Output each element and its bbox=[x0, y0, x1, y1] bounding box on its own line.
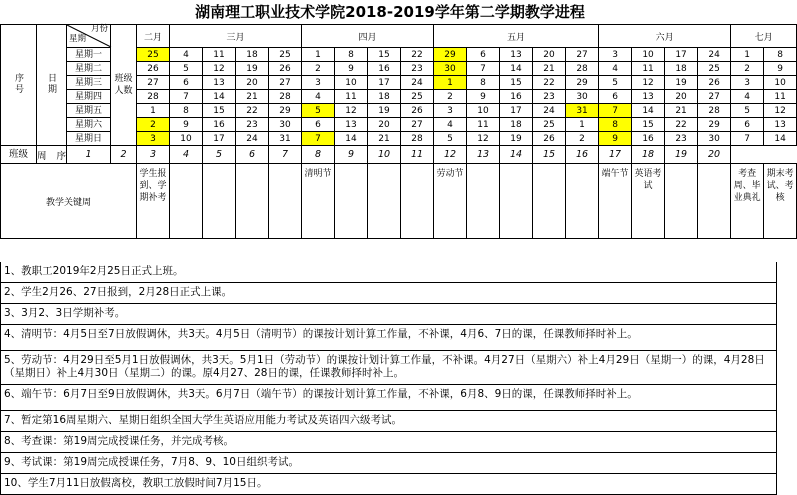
week-label: 周序 bbox=[37, 146, 67, 164]
event-cell: 考查周、毕业典礼 bbox=[731, 164, 764, 239]
note-item: 7、暂定第16周星期六、星期日组织全国大学生英语应用能力考试及英语四六级考试。 bbox=[0, 411, 777, 432]
date-cell: 9 bbox=[764, 62, 797, 76]
date-cell: 21 bbox=[368, 132, 401, 146]
date-cell: 28 bbox=[269, 90, 302, 104]
date-cell: 28 bbox=[401, 132, 434, 146]
weekday-label: 星期日 bbox=[67, 132, 111, 146]
date-cell: 25 bbox=[401, 90, 434, 104]
event-cell: 英语考试 bbox=[632, 164, 665, 239]
note-item: 5、劳动节：4月29日至5月1日放假调休，共3天。5月1日（劳动节）的课按计划计算工作量，不补课。4月27日（星期六）补上4月29日（星期一）的课，4月28日（星期日）补上4月30日（星期二）的课。原4月27、28日的课，任课教师择时补上。 bbox=[0, 351, 777, 385]
month-feb: 二月 bbox=[137, 25, 170, 48]
date-cell: 2 bbox=[434, 90, 467, 104]
week-number: 10 bbox=[368, 146, 401, 164]
date-cell: 1 bbox=[566, 118, 599, 132]
date-cell: 1 bbox=[302, 48, 335, 62]
date-cell: 24 bbox=[698, 48, 731, 62]
date-cell: 26 bbox=[269, 62, 302, 76]
date-cell: 9 bbox=[335, 62, 368, 76]
date-cell: 18 bbox=[236, 48, 269, 62]
date-cell: 30 bbox=[566, 90, 599, 104]
date-cell: 29 bbox=[269, 104, 302, 118]
schedule-table bbox=[0, 24, 797, 239]
date-cell: 4 bbox=[170, 48, 203, 62]
event-cell bbox=[566, 164, 599, 239]
weekday-label: 星期六 bbox=[67, 118, 111, 132]
date-cell: 6 bbox=[170, 76, 203, 90]
date-cell: 14 bbox=[632, 104, 665, 118]
date-cell: 24 bbox=[533, 104, 566, 118]
date-cell: 18 bbox=[665, 62, 698, 76]
note-item: 10、学生7月11日放假离校，教职工放假时间7月15日。 bbox=[0, 474, 777, 495]
date-cell: 17 bbox=[665, 48, 698, 62]
date-cell: 13 bbox=[632, 90, 665, 104]
week-number-row bbox=[1, 146, 797, 164]
date-cell: 26 bbox=[533, 132, 566, 146]
date-cell: 31 bbox=[269, 132, 302, 146]
date-cell: 23 bbox=[665, 132, 698, 146]
date-cell: 21 bbox=[533, 62, 566, 76]
note-item: 6、端午节：6月7日至9日放假调休，共3天。6月7日（端午节）的课按计划计算工作量，不补课，6月8、9日的课，任课教师择时补上。 bbox=[0, 385, 777, 411]
date-cell: 14 bbox=[500, 62, 533, 76]
date-cell: 24 bbox=[236, 132, 269, 146]
month-apr: 四月 bbox=[302, 25, 434, 48]
date-cell: 25 bbox=[533, 118, 566, 132]
date-cell: 19 bbox=[500, 132, 533, 146]
date-cell: 5 bbox=[434, 132, 467, 146]
week-number: 6 bbox=[236, 146, 269, 164]
month-jul: 七月 bbox=[731, 25, 797, 48]
event-cell: 学生报到、学期补考 bbox=[137, 164, 170, 239]
date-cell: 1 bbox=[137, 104, 170, 118]
date-cell: 16 bbox=[368, 62, 401, 76]
date-cell: 17 bbox=[203, 132, 236, 146]
event-cell bbox=[236, 164, 269, 239]
date-cell: 1 bbox=[731, 48, 764, 62]
date-cell: 2 bbox=[731, 62, 764, 76]
date-cell: 23 bbox=[533, 90, 566, 104]
date-cell: 23 bbox=[236, 118, 269, 132]
page-title: 湖南理工职业技术学院2018-2019学年第二学期教学进程 bbox=[195, 3, 585, 21]
date-cell: 27 bbox=[401, 118, 434, 132]
date-cell: 7 bbox=[599, 104, 632, 118]
date-cell: 10 bbox=[335, 76, 368, 90]
date-cell: 26 bbox=[137, 62, 170, 76]
notes-list bbox=[0, 262, 777, 495]
date-cell: 10 bbox=[170, 132, 203, 146]
date-cell: 15 bbox=[368, 48, 401, 62]
date-cell: 13 bbox=[335, 118, 368, 132]
event-cell bbox=[335, 164, 368, 239]
date-cell: 20 bbox=[368, 118, 401, 132]
date-cell: 4 bbox=[302, 90, 335, 104]
date-cell: 17 bbox=[368, 76, 401, 90]
seq-header: 序号 bbox=[1, 25, 37, 146]
date-cell: 2 bbox=[566, 132, 599, 146]
weekday-label: 星期三 bbox=[67, 76, 111, 90]
week-number: 7 bbox=[269, 146, 302, 164]
date-cell: 27 bbox=[269, 76, 302, 90]
month-weekday-header bbox=[67, 25, 111, 48]
month-jun: 六月 bbox=[599, 25, 731, 48]
date-cell: 11 bbox=[632, 62, 665, 76]
date-cell: 11 bbox=[335, 90, 368, 104]
date-cell: 10 bbox=[632, 48, 665, 62]
date-cell: 15 bbox=[500, 76, 533, 90]
date-cell: 6 bbox=[467, 48, 500, 62]
week-number: 17 bbox=[599, 146, 632, 164]
date-cell: 1 bbox=[434, 76, 467, 90]
date-cell: 3 bbox=[434, 104, 467, 118]
date-cell: 22 bbox=[236, 104, 269, 118]
week-number: 8 bbox=[302, 146, 335, 164]
note-item: 8、考查课：第19周完成授课任务，并完成考核。 bbox=[0, 432, 777, 453]
week-number: 12 bbox=[434, 146, 467, 164]
date-cell: 5 bbox=[599, 76, 632, 90]
date-cell: 7 bbox=[467, 62, 500, 76]
month-label: 月份 bbox=[90, 24, 108, 34]
date-cell: 13 bbox=[764, 118, 797, 132]
date-cell: 12 bbox=[467, 132, 500, 146]
event-cell bbox=[500, 164, 533, 239]
event-cell bbox=[533, 164, 566, 239]
events-label: 教学关键周 bbox=[1, 164, 137, 239]
class-header: 班级 bbox=[1, 146, 37, 164]
date-cell: 30 bbox=[698, 132, 731, 146]
week-number: 3 bbox=[137, 146, 170, 164]
date-cell: 12 bbox=[632, 76, 665, 90]
week-number: 18 bbox=[632, 146, 665, 164]
date-cell: 29 bbox=[566, 76, 599, 90]
week-number: 9 bbox=[335, 146, 368, 164]
event-cell bbox=[368, 164, 401, 239]
date-cell: 27 bbox=[137, 76, 170, 90]
event-cell bbox=[698, 164, 731, 239]
date-cell: 3 bbox=[137, 132, 170, 146]
date-cell: 23 bbox=[401, 62, 434, 76]
date-cell: 3 bbox=[599, 48, 632, 62]
week-number: 11 bbox=[401, 146, 434, 164]
date-cell: 19 bbox=[665, 76, 698, 90]
date-cell: 25 bbox=[269, 48, 302, 62]
month-may: 五月 bbox=[434, 25, 599, 48]
weekday-label: 星期五 bbox=[67, 104, 111, 118]
date-cell: 4 bbox=[434, 118, 467, 132]
date-cell: 22 bbox=[401, 48, 434, 62]
date-cell: 9 bbox=[170, 118, 203, 132]
date-cell: 28 bbox=[698, 104, 731, 118]
note-item: 2、学生2月26、27日报到，2月28日正式上课。 bbox=[0, 283, 777, 304]
date-cell: 28 bbox=[566, 62, 599, 76]
week-number: 4 bbox=[170, 146, 203, 164]
date-cell: 21 bbox=[665, 104, 698, 118]
date-cell: 30 bbox=[434, 62, 467, 76]
date-cell: 29 bbox=[434, 48, 467, 62]
date-cell: 21 bbox=[236, 90, 269, 104]
date-cell: 15 bbox=[203, 104, 236, 118]
event-cell bbox=[170, 164, 203, 239]
date-cell: 14 bbox=[203, 90, 236, 104]
date-cell: 31 bbox=[566, 104, 599, 118]
date-cell: 16 bbox=[203, 118, 236, 132]
date-cell: 10 bbox=[764, 76, 797, 90]
date-cell: 20 bbox=[533, 48, 566, 62]
date-cell: 12 bbox=[764, 104, 797, 118]
events-row bbox=[1, 164, 797, 239]
date-cell: 18 bbox=[368, 90, 401, 104]
date-cell: 26 bbox=[401, 104, 434, 118]
date-cell: 13 bbox=[203, 76, 236, 90]
week-number: 19 bbox=[665, 146, 698, 164]
date-cell: 3 bbox=[302, 76, 335, 90]
note-item: 3、3月2、3日学期补考。 bbox=[0, 304, 777, 325]
event-cell: 端午节 bbox=[599, 164, 632, 239]
date-cell: 27 bbox=[566, 48, 599, 62]
date-cell: 8 bbox=[335, 48, 368, 62]
date-cell: 8 bbox=[599, 118, 632, 132]
date-cell: 8 bbox=[764, 48, 797, 62]
date-cell: 5 bbox=[731, 104, 764, 118]
date-cell: 6 bbox=[599, 90, 632, 104]
date-cell: 14 bbox=[764, 132, 797, 146]
note-item: 1、教职工2019年2月25日正式上班。 bbox=[0, 262, 777, 283]
date-cell: 14 bbox=[335, 132, 368, 146]
date-cell: 30 bbox=[269, 118, 302, 132]
date-cell: 6 bbox=[731, 118, 764, 132]
date-header: 日期 bbox=[37, 25, 67, 146]
date-cell: 5 bbox=[302, 104, 335, 118]
date-cell: 19 bbox=[368, 104, 401, 118]
week-number: 1 bbox=[67, 146, 111, 164]
date-cell: 11 bbox=[764, 90, 797, 104]
event-cell bbox=[203, 164, 236, 239]
date-cell: 19 bbox=[236, 62, 269, 76]
event-cell: 期末考试、考核 bbox=[764, 164, 797, 239]
week-number: 2 bbox=[111, 146, 137, 164]
date-cell: 9 bbox=[599, 132, 632, 146]
date-cell: 5 bbox=[170, 62, 203, 76]
date-cell: 17 bbox=[500, 104, 533, 118]
date-cell: 10 bbox=[467, 104, 500, 118]
date-cell: 4 bbox=[599, 62, 632, 76]
date-cell: 29 bbox=[698, 118, 731, 132]
date-cell: 22 bbox=[533, 76, 566, 90]
month-mar: 三月 bbox=[170, 25, 302, 48]
weekday-label: 星期二 bbox=[67, 62, 111, 76]
week-number: 14 bbox=[500, 146, 533, 164]
date-cell: 25 bbox=[698, 62, 731, 76]
event-cell: 清明节 bbox=[302, 164, 335, 239]
date-cell: 25 bbox=[137, 48, 170, 62]
date-cell: 27 bbox=[698, 90, 731, 104]
class-count-header: 班级人数 bbox=[111, 25, 137, 146]
note-item: 9、考试课：第19周完成授课任务，7月8、9、10日组织考试。 bbox=[0, 453, 777, 474]
date-cell: 22 bbox=[665, 118, 698, 132]
week-number: 15 bbox=[533, 146, 566, 164]
date-cell: 2 bbox=[137, 118, 170, 132]
date-cell: 28 bbox=[137, 90, 170, 104]
event-cell: 劳动节 bbox=[434, 164, 467, 239]
date-cell: 11 bbox=[467, 118, 500, 132]
event-cell bbox=[401, 164, 434, 239]
event-cell bbox=[665, 164, 698, 239]
event-cell bbox=[269, 164, 302, 239]
date-cell: 8 bbox=[170, 104, 203, 118]
week-number: 5 bbox=[203, 146, 236, 164]
date-cell: 20 bbox=[236, 76, 269, 90]
date-cell: 24 bbox=[401, 76, 434, 90]
event-cell bbox=[467, 164, 500, 239]
note-item: 4、清明节：4月5日至7日放假调休，共3天。4月5日（清明节）的课按计划计算工作量，不补课，4月6、7日的课，任课教师择时补上。 bbox=[0, 325, 777, 351]
date-cell: 7 bbox=[731, 132, 764, 146]
date-cell: 16 bbox=[500, 90, 533, 104]
date-cell: 20 bbox=[665, 90, 698, 104]
date-cell: 15 bbox=[632, 118, 665, 132]
weekday-label: 星期四 bbox=[67, 90, 111, 104]
date-cell: 11 bbox=[203, 48, 236, 62]
date-cell: 4 bbox=[731, 90, 764, 104]
week-number: 13 bbox=[467, 146, 500, 164]
date-cell: 2 bbox=[302, 62, 335, 76]
date-cell: 16 bbox=[632, 132, 665, 146]
weekday-label: 星期一 bbox=[67, 48, 111, 62]
week-number: 16 bbox=[566, 146, 599, 164]
date-cell: 18 bbox=[500, 118, 533, 132]
date-cell: 9 bbox=[467, 90, 500, 104]
date-cell: 12 bbox=[203, 62, 236, 76]
date-cell: 3 bbox=[731, 76, 764, 90]
date-cell: 7 bbox=[170, 90, 203, 104]
date-cell: 13 bbox=[500, 48, 533, 62]
date-cell: 12 bbox=[335, 104, 368, 118]
week-number: 20 bbox=[698, 146, 731, 164]
date-cell: 8 bbox=[467, 76, 500, 90]
date-cell: 6 bbox=[302, 118, 335, 132]
date-cell: 26 bbox=[698, 76, 731, 90]
date-cell: 7 bbox=[302, 132, 335, 146]
weekday-label: 星期 bbox=[69, 34, 87, 44]
